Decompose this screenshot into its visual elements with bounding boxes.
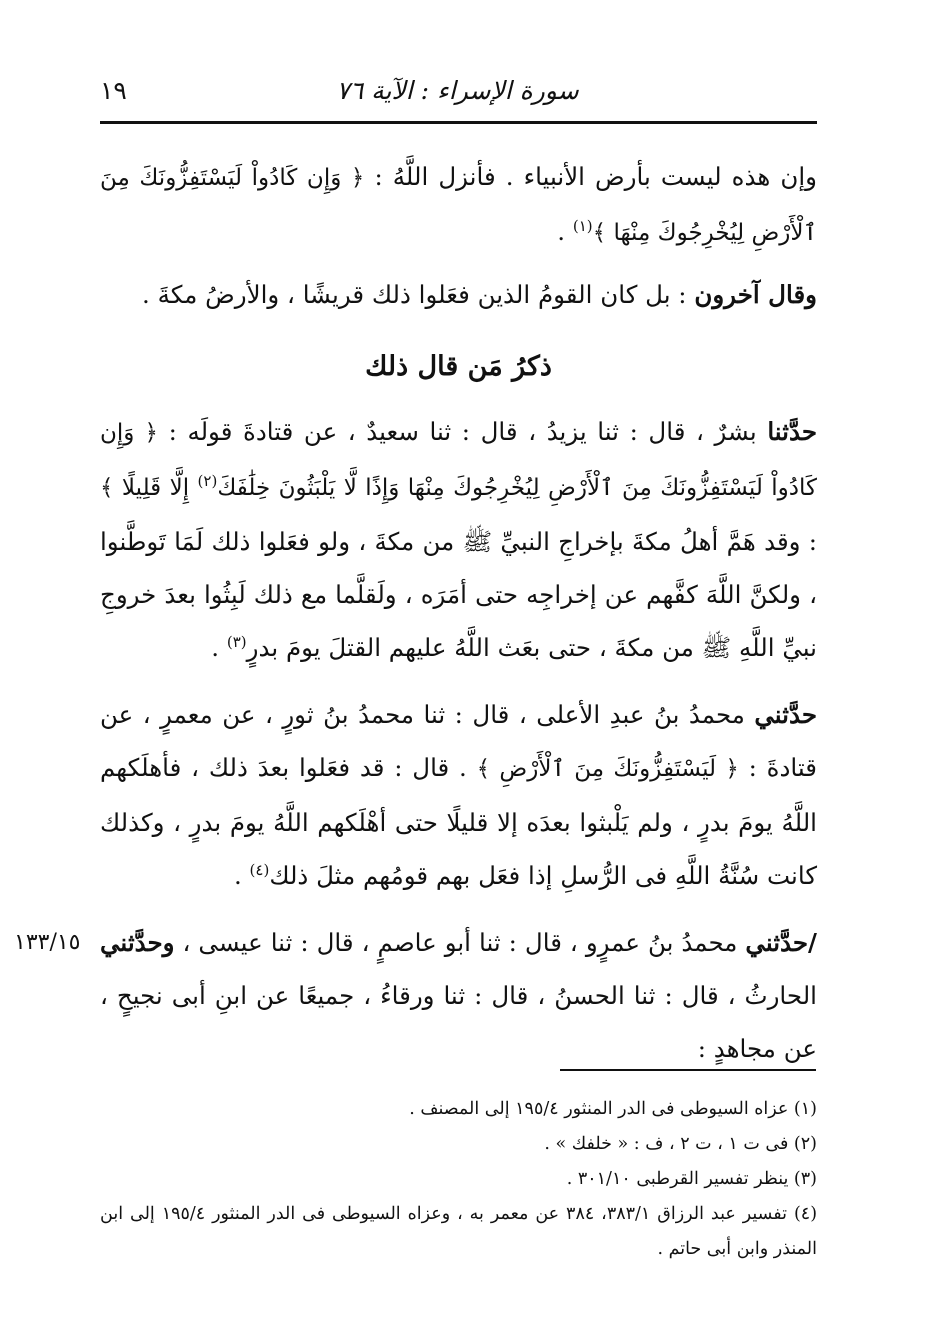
paragraph-end: . — [557, 217, 573, 246]
paragraph-text: : بل كان القومُ الذين فعَلوا ذلك قريشًا ، والأرضُ مكةَ . — [142, 280, 695, 309]
paragraph-text: الحارثُ ، قال : ثنا الحسنُ ، قال : ثنا ورقاءُ ، جميعًا عن ابنِ أبى نجيحٍ ، عن مجاهدٍ : — [100, 981, 817, 1063]
paragraph-4 — [100, 688, 817, 902]
paragraph-2 — [100, 268, 817, 321]
paragraph-text: محمدُ بنُ عمرٍو ، قال : ثنا أبو عاصمٍ ، قال : ثنا عيسى ، — [174, 928, 746, 957]
section-heading: ذكرُ مَن قال ذلك — [365, 351, 552, 382]
paragraph-lead: وقال آخرون — [694, 280, 817, 309]
paragraph-text: وإن هذه ليست بأرض الأنبياء . فأنزل اللَّهُ : — [364, 162, 817, 191]
paragraph-text: . قال : قد فعَلوا بعدَ ذلك ، فأهلَكهم اللَّهُ يومَ بدرٍ ، ولم يَلْبثوا بعدَه إلا قليلًا حتى أهْلَكهم اللَّهُ يومَ بدرٍ ، وكذلك كانت سُنَّةُ اللَّهِ فى الرُّسلِ إذا فعَل بهم قومُهم مثلَ ذلك — [100, 753, 817, 890]
quran-quote: ﴿ وَإِن كَادُواْ لَيَسْتَفِزُّونَكَ مِنَ ٱلْأَرْضِ لِيُخْرِجُوكَ مِنْهَا وَإِذًا لَّا يَلْبَثُونَ خِلَٰفَكَ — [100, 420, 817, 501]
paragraph-1 — [100, 150, 817, 260]
quran-quote-end: إِلَّا قَلِيلًا ﴾ — [100, 475, 198, 501]
quran-quote: ﴿ لَيَسْتَفِزُّونَكَ مِنَ ٱلْأَرْضِ ﴾ — [476, 756, 739, 782]
paragraph-text: : وقد هَمَّ أهلُ مكةَ بإخراجِ النبيِّ ﷺ من مكةَ ، ولو فعَلوا ذلك لَمَا تَوطَّنوا ، ولكنَّ اللَّهَ كفَّهم عن إخراجِه حتى أمَرَه ، ولَقلَّما مع ذلك لَبِثُوا بعدَ خروجِ نبيِّ اللَّهِ ﷺ من مكةَ ، حتى بعَث اللَّهُ عليهم القتلَ يومَ بدرٍ — [100, 527, 817, 662]
footnote-marker: (٤) — [249, 860, 270, 879]
footnote-marker: (٣) — [226, 632, 247, 651]
paragraph-text: بشرٌ ، قال : ثنا يزيدُ ، قال : ثنا سعيدٌ ، عن قتادةَ قولَه : — [158, 417, 768, 446]
footnote-1: (١) عزاه السيوطى فى الدر المنثور ١٩٥/٤ إلى المصنف . — [409, 1099, 817, 1119]
running-title: سورة الإسراء : الآية ٧٦ — [336, 76, 579, 105]
footnote-2: (٢) فى ت ١ ، ت ٢ ، ف : « خلفك » . — [544, 1134, 817, 1154]
footnote-marker: (١) — [572, 216, 593, 235]
page-number: ١٩ — [100, 76, 127, 105]
paragraph-3 — [100, 405, 817, 674]
page-header — [100, 72, 815, 112]
paragraph-lead-2: وحدَّثني — [100, 928, 175, 957]
margin-reference: ١٣٣/١٥ — [14, 930, 81, 955]
paragraph-text: محمدُ بنُ عبدِ الأعلى ، قال : ثنا محمدُ بنُ ثورٍ ، عن معمرٍ ، عن قتادةَ : — [100, 700, 817, 782]
paragraph-lead: حدَّثني — [754, 700, 817, 729]
paragraph-lead: حدَّثني — [745, 928, 809, 957]
paragraph-slash: / — [808, 928, 817, 957]
paragraph-5 — [100, 916, 817, 1075]
footnote-rule — [560, 1069, 816, 1071]
paragraph-end: . — [233, 861, 250, 890]
paragraph-end: . — [211, 633, 227, 662]
paragraph-lead: حدَّثنا — [767, 417, 817, 446]
footnote-3: (٣) ينظر تفسير القرطبى ٣٠١/١٠ . — [566, 1169, 817, 1189]
footnotes — [100, 1092, 817, 1267]
footnote-4: (٤) تفسير عبد الرزاق ٣٨٣/١، ٣٨٤ عن معمر به ، وعزاه السيوطى فى الدر المنثور ١٩٥/٤ إلى ابن المنذر وابن أبى حاتم . — [100, 1204, 818, 1259]
header-rule — [100, 121, 817, 124]
main-text — [100, 150, 817, 1075]
footnote-marker: (٢) — [197, 471, 218, 490]
quran-quote: ﴿ وَإِن كَادُواْ لَيَسْتَفِزُّونَكَ مِنَ ٱلْأَرْضِ لِيُخْرِجُوكَ مِنْهَا ﴾ — [100, 165, 817, 246]
